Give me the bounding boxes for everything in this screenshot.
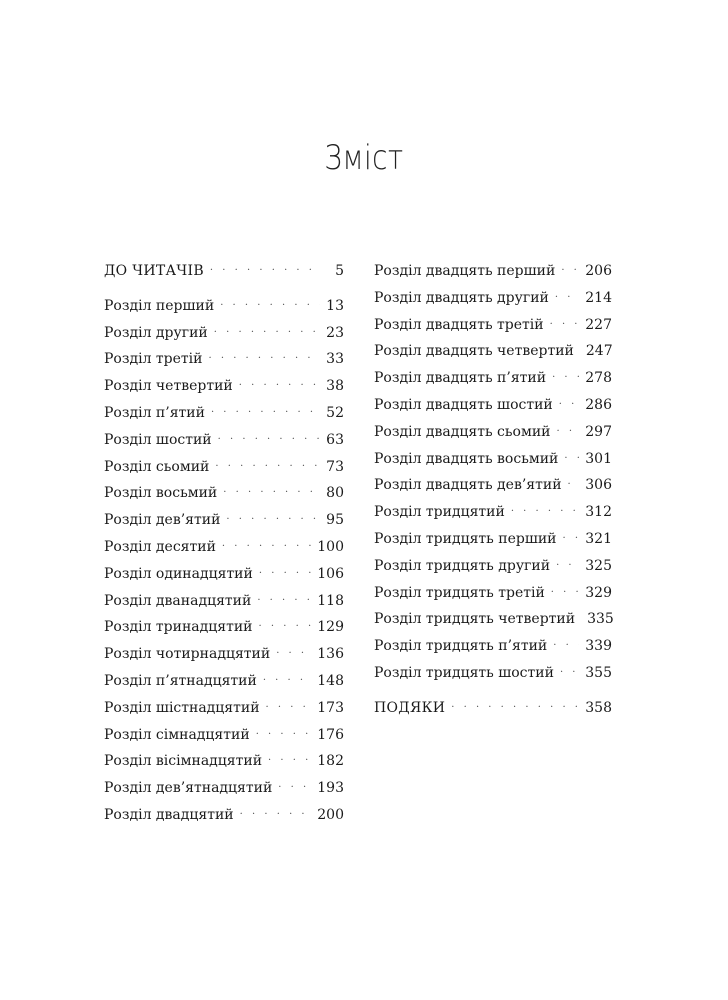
dot-leader xyxy=(257,588,311,615)
toc-entry-page: 306 xyxy=(585,477,612,494)
toc-entry[interactable] xyxy=(104,614,344,641)
toc-entry-page: 227 xyxy=(585,316,612,333)
toc-entry-label: Розділ дев’ятий xyxy=(104,512,221,529)
toc-entry[interactable] xyxy=(374,606,612,633)
toc-right-column xyxy=(374,258,612,722)
toc-entry-label: Розділ другий xyxy=(104,324,208,341)
toc-entry-label: Розділ десятий xyxy=(104,538,216,555)
dot-leader xyxy=(214,320,320,347)
toc-entry[interactable] xyxy=(104,454,344,481)
dot-leader xyxy=(552,365,579,392)
toc-entry-label: Розділ дванадцятий xyxy=(104,592,252,609)
dot-leader xyxy=(220,293,320,320)
toc-entry[interactable] xyxy=(104,641,344,668)
toc-entry[interactable] xyxy=(374,419,612,446)
toc-entry-page: 312 xyxy=(585,504,612,521)
toc-entry[interactable] xyxy=(104,588,344,615)
toc-entry[interactable] xyxy=(374,580,612,607)
dot-leader xyxy=(222,534,311,561)
toc-entry-label: Розділ двадцять другий xyxy=(374,289,549,306)
dot-leader xyxy=(556,553,579,580)
toc-entry-page: 33 xyxy=(326,351,344,368)
toc-entry-page: 118 xyxy=(317,592,344,609)
toc-entry-page: 5 xyxy=(335,263,344,279)
toc-entry-page: 193 xyxy=(317,780,344,797)
toc-entry-label: Розділ двадцять п’ятий xyxy=(374,370,547,387)
dot-leader xyxy=(256,722,312,749)
toc-entry-label: Розділ двадцять дев’ятий xyxy=(374,477,562,494)
toc-entry-label: Розділ двадцять сьомий xyxy=(374,423,551,440)
toc-entry[interactable] xyxy=(104,695,344,722)
toc-entry[interactable] xyxy=(374,499,612,526)
dot-leader xyxy=(218,427,320,454)
toc-entry[interactable] xyxy=(104,668,344,695)
toc-entry-page: 173 xyxy=(317,699,344,716)
toc-entry-label: Розділ двадцять восьмий xyxy=(374,450,559,467)
dot-leader xyxy=(550,312,580,339)
dot-leader xyxy=(259,561,311,588)
toc-entry[interactable] xyxy=(374,258,612,285)
toc-entry-label: Розділ шостий xyxy=(104,431,212,448)
toc-entry-label: Розділ двадцятий xyxy=(104,806,234,823)
dot-leader xyxy=(268,748,311,775)
toc-entry-page: 200 xyxy=(317,806,344,823)
toc-entry-page: 100 xyxy=(317,538,344,555)
toc-entry-page: 176 xyxy=(317,726,344,743)
toc-entry-page: 329 xyxy=(585,584,612,601)
dot-leader xyxy=(560,660,579,687)
dot-leader xyxy=(278,775,311,802)
toc-entry-label: Розділ тридцять другий xyxy=(374,557,551,574)
toc-entry[interactable] xyxy=(374,660,612,687)
toc-entry[interactable] xyxy=(104,775,344,802)
toc-entry-label: Розділ шістнадцятий xyxy=(104,699,260,716)
toc-entry-page: 286 xyxy=(585,396,612,413)
toc-entry-page: 297 xyxy=(585,423,612,440)
dot-leader xyxy=(266,695,312,722)
toc-entry-page: 301 xyxy=(585,450,612,467)
toc-entry-label: Розділ перший xyxy=(104,297,215,314)
dot-leader xyxy=(551,580,579,607)
toc-entry[interactable] xyxy=(104,258,344,285)
toc-entry-label: ДО ЧИТАЧІВ xyxy=(104,263,204,279)
dot-leader xyxy=(561,258,579,285)
toc-entry-label: Розділ восьмий xyxy=(104,485,218,502)
dot-leader xyxy=(223,480,320,507)
toc-left-column xyxy=(104,258,344,829)
toc-entry-page: 148 xyxy=(317,672,344,689)
dot-leader xyxy=(208,346,320,373)
toc-entry-page: 214 xyxy=(585,289,612,306)
toc-entry[interactable] xyxy=(374,285,612,312)
toc-entry-label: Розділ дев’ятнадцятий xyxy=(104,780,273,797)
dot-leader xyxy=(564,446,579,473)
dot-leader xyxy=(451,695,579,722)
toc-entry-page: 63 xyxy=(326,431,344,448)
toc-entry-label: Розділ сьомий xyxy=(104,458,210,475)
toc-entry[interactable] xyxy=(374,695,612,722)
dot-leader xyxy=(276,641,311,668)
toc-entry-label: Розділ чотирнадцятий xyxy=(104,646,271,663)
toc-entry-page: 206 xyxy=(585,263,612,279)
toc-entry[interactable] xyxy=(104,722,344,749)
toc-entry-label: Розділ п’ятнадцятий xyxy=(104,672,257,689)
toc-entry-page: 129 xyxy=(317,619,344,636)
dot-leader xyxy=(568,472,580,499)
dot-leader xyxy=(563,526,580,553)
toc-entry[interactable] xyxy=(374,392,612,419)
toc-entry-label: Розділ тридцять шостий xyxy=(374,664,554,681)
dot-leader xyxy=(259,614,312,641)
toc-entry[interactable] xyxy=(104,373,344,400)
toc-entry-label: Розділ тридцять п’ятий xyxy=(374,638,548,655)
toc-entry-label: Розділ двадцять третій xyxy=(374,316,544,333)
toc-entry-page: 73 xyxy=(326,458,344,475)
toc-entry-label: Розділ тридцять третій xyxy=(374,584,545,601)
toc-entry-page: 247 xyxy=(585,343,613,360)
dot-leader xyxy=(239,373,320,400)
toc-entry[interactable] xyxy=(374,472,612,499)
toc-entry-label: Розділ двадцять перший xyxy=(374,263,556,279)
toc-entry-label: ПОДЯКИ xyxy=(374,699,446,716)
dot-leader xyxy=(557,419,580,446)
toc-entry[interactable] xyxy=(104,748,344,775)
toc-entry-page: 52 xyxy=(326,404,344,421)
toc-entry-page: 278 xyxy=(585,370,612,387)
toc-entry-page: 136 xyxy=(317,646,344,663)
toc-entry[interactable] xyxy=(374,553,612,580)
toc-entry-page: 358 xyxy=(585,699,612,716)
toc-entry[interactable] xyxy=(104,561,344,588)
toc-entry[interactable] xyxy=(374,338,612,365)
toc-entry-page: 339 xyxy=(585,638,612,655)
toc-entry-label: Розділ сімнадцятий xyxy=(104,726,250,743)
dot-leader xyxy=(210,258,320,285)
dot-leader xyxy=(555,285,579,312)
toc-entry-page: 23 xyxy=(326,324,344,341)
toc-entry-page: 335 xyxy=(587,611,614,628)
toc-entry-label: Розділ тридцятий xyxy=(374,504,505,521)
toc-entry[interactable] xyxy=(374,365,612,392)
dot-leader xyxy=(211,400,320,427)
toc-entry[interactable] xyxy=(104,507,344,534)
toc-entry-page: 95 xyxy=(326,512,344,529)
toc-entry[interactable] xyxy=(104,346,344,373)
toc-entry-label: Розділ тринадцятий xyxy=(104,619,253,636)
dot-leader xyxy=(240,802,312,829)
toc-entry-label: Розділ четвертий xyxy=(104,378,233,395)
toc-entry-page: 321 xyxy=(585,530,612,547)
toc-entry-page: 182 xyxy=(317,753,344,770)
toc-entry[interactable] xyxy=(104,320,344,347)
toc-entry[interactable] xyxy=(374,526,612,553)
dot-leader xyxy=(226,507,320,534)
toc-entry[interactable] xyxy=(104,427,344,454)
toc-entry-page: 355 xyxy=(585,664,612,681)
toc-entry[interactable] xyxy=(374,633,612,660)
toc-entry[interactable] xyxy=(104,480,344,507)
toc-entry[interactable] xyxy=(104,802,344,829)
dot-leader xyxy=(511,499,579,526)
dot-leader xyxy=(559,392,580,419)
toc-entry-label: Розділ двадцять четвертий xyxy=(374,343,574,360)
toc-entry[interactable] xyxy=(104,400,344,427)
toc-entry-label: Розділ вісімнадцятий xyxy=(104,753,263,770)
toc-entry-label: Розділ тридцять четвертий xyxy=(374,611,576,628)
toc-entry-page: 80 xyxy=(326,485,344,502)
dot-leader xyxy=(553,633,579,660)
toc-entry-label: Розділ п’ятий xyxy=(104,404,205,421)
toc-entry-label: Розділ третій xyxy=(104,351,203,368)
toc-entry-page: 106 xyxy=(317,565,344,582)
toc-entry-label: Розділ двадцять шостий xyxy=(374,396,553,413)
page-title: Зміст xyxy=(324,138,404,178)
dot-leader xyxy=(215,454,320,481)
toc-entry[interactable] xyxy=(374,446,612,473)
toc-entry-page: 325 xyxy=(585,557,612,574)
toc-entry-label: Розділ тридцять перший xyxy=(374,530,557,547)
dot-leader xyxy=(263,668,311,695)
toc-entry-page: 13 xyxy=(326,297,344,314)
toc-entry-label: Розділ одинадцятий xyxy=(104,565,253,582)
toc-entry-page: 38 xyxy=(326,378,344,395)
toc-entry[interactable] xyxy=(104,293,344,320)
toc-entry[interactable] xyxy=(374,312,612,339)
toc-entry[interactable] xyxy=(104,534,344,561)
